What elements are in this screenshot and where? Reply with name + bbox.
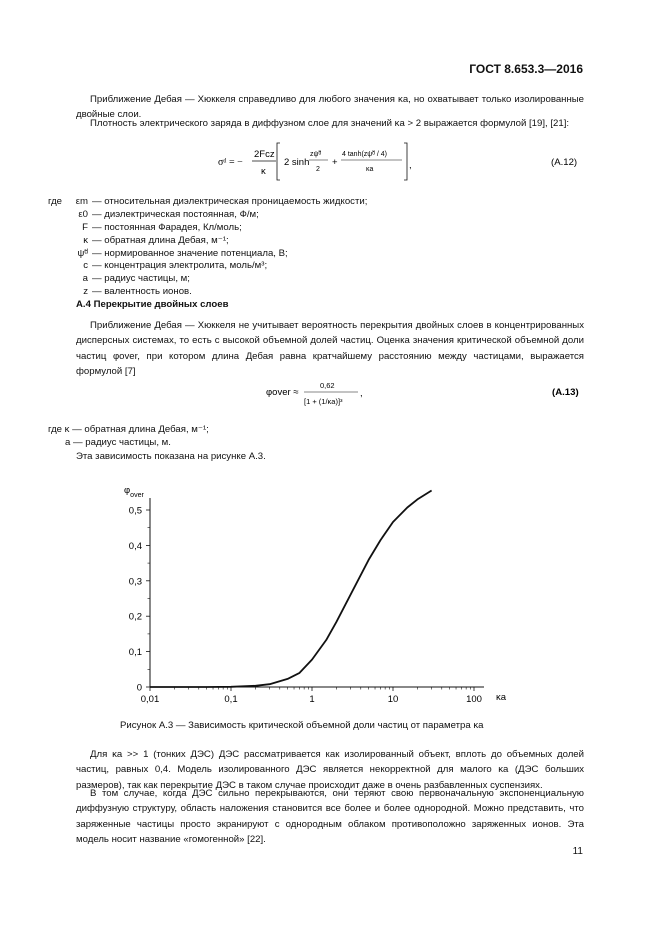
def-symbol: ψ̃ᵈ (77, 247, 88, 259)
def-symbol: z (83, 286, 88, 298)
def-symbol: где κ (48, 424, 70, 435)
series-line (150, 491, 432, 688)
paragraph: Для κa >> 1 (тонких ДЭС) ДЭС рассматривается как изолированный объект, вплоть до объемных долей частиц, равных 0,4. Модель изолированного ДЭС является некорректной для малого κa (ДЭС больших размеров), так как перекрытие ДЭС в таком случае происходит даже в очень разбавленных суспензиях. (76, 749, 584, 791)
def-text: — радиус частицы, м. (73, 437, 171, 448)
eq-sinh-den: 2 (316, 166, 320, 173)
eq-end: , (409, 160, 412, 171)
y-label-phi: φ (124, 485, 131, 496)
def-symbol: a (82, 273, 88, 285)
eq-sinh-num: zψ̃ᵈ (310, 151, 322, 158)
def-symbol: εm (75, 196, 88, 207)
x-tick-label: 100 (466, 694, 482, 705)
equation-a13 (266, 376, 586, 410)
y-tick-label: 0,3 (128, 576, 142, 588)
y-axis-label (124, 485, 144, 499)
def-text: — обратная длина Дебая, м⁻¹; (92, 234, 229, 246)
eq-frac-den: κ (261, 166, 266, 177)
equation-a12 (218, 140, 638, 184)
def-text: — обратная длина Дебая, м⁻¹; (72, 424, 209, 435)
def-text: — диэлектрическая постоянная, Ф/м; (92, 208, 259, 220)
eq13-num: 0,62 (320, 381, 335, 390)
eq-tanh-den: κa (366, 166, 374, 173)
definition-row (0, 260, 661, 273)
x-tick-label: 1 (309, 694, 315, 705)
definition-row (0, 196, 661, 209)
y-tick-label: 0,2 (128, 611, 142, 623)
figure-caption: Рисунок А.3 — Зависимость критической объемной доли частиц от параметра κa (120, 720, 484, 731)
definition-row (0, 248, 661, 261)
y-label-sub: over (130, 492, 144, 499)
x-tick-label: 0,01 (140, 694, 160, 705)
eq13-number: (A.13) (552, 387, 579, 398)
definition-row (0, 222, 661, 235)
eq13-lhs: φover ≈ (266, 387, 299, 398)
eq-plus: + (332, 157, 338, 168)
definitions-list (0, 196, 661, 299)
def-symbol: a (65, 437, 71, 448)
y-tick-label: 0,5 (128, 505, 142, 517)
eq-tanh-num: 4 tanh(zψ̃ᵈ / 4) (342, 151, 387, 158)
document-header: ГОСТ 8.653.3—2016 (469, 62, 583, 76)
eq-lhs: σᵈ = − (218, 157, 243, 168)
def-text: — постоянная Фарадея, Кл/моль; (92, 221, 242, 233)
def-symbol: F (82, 221, 88, 233)
paragraph: Приближение Дебая — Хюккеля справедливо для любого значения κa, но охватывает только изолированные двойные слои. (76, 94, 584, 121)
paragraph: Плотность электрического заряда в диффузном слое для значений κa > 2 выражается формулой [19], [21]: (90, 118, 570, 129)
section-heading: А.4 Перекрытие двойных слоев (76, 299, 229, 310)
def-symbol: κ (83, 234, 88, 246)
eq-frac-num: 2Fcz (254, 149, 275, 160)
definition-row (0, 235, 661, 248)
eq13-end: , (360, 388, 363, 399)
definition-row (0, 286, 661, 299)
paragraph: Эта зависимость показана на рисунке А.3. (76, 451, 266, 462)
x-tick-label: 10 (387, 694, 399, 705)
x-axis-label: κa (496, 692, 507, 703)
def-text: — относительная диэлектрическая проницаемость жидкости; (92, 196, 368, 207)
definition-row (0, 209, 661, 222)
paragraph: Приближение Дебая — Хюккеля не учитывает вероятность перекрытия двойных слоев в концентрированных дисперсных системах, то есть с высокой объемной долей частиц. Оценка значения критической объемной доли частиц φover, при котором длина Дебая равна кратчайшему расстоянию между частицами, выражается формулой [7] (76, 320, 584, 377)
page-number: 11 (572, 846, 583, 857)
def-text: — валентность ионов. (92, 286, 192, 298)
y-tick-label: 0,4 (128, 540, 142, 552)
def-symbol: c (83, 260, 88, 272)
def-text: — нормированное значение потенциала, В; (92, 247, 288, 259)
definitions-list-2 (48, 423, 209, 449)
eq-number: (A.12) (551, 157, 578, 168)
def-text: — концентрация электролита, моль/м³; (92, 260, 268, 272)
figure-a3-chart (100, 478, 540, 710)
def-text: — радиус частицы, м; (92, 273, 190, 285)
y-tick-label: 0,1 (128, 647, 142, 659)
defs-intro: где (48, 196, 63, 207)
y-tick-label: 0 (136, 682, 142, 694)
x-tick-label: 0,1 (224, 694, 238, 705)
eq13-den: [1 + (1/κa)]³ (304, 397, 343, 406)
definition-row (0, 273, 661, 286)
def-symbol: ε0 (78, 208, 88, 220)
eq-sinh: 2 sinh (284, 157, 310, 168)
paragraph: В том случае, когда ДЭС сильно перекрываются, они теряют свою первоначальную экспоненциальную диффузную структуру, область наложения становится все более и более однородной. Можно представить, что заряженные частицы просто экранируют с однородным облаком противоположно заряженных ионов. Эта модель носит название «гомогенной» [22]. (76, 788, 584, 845)
